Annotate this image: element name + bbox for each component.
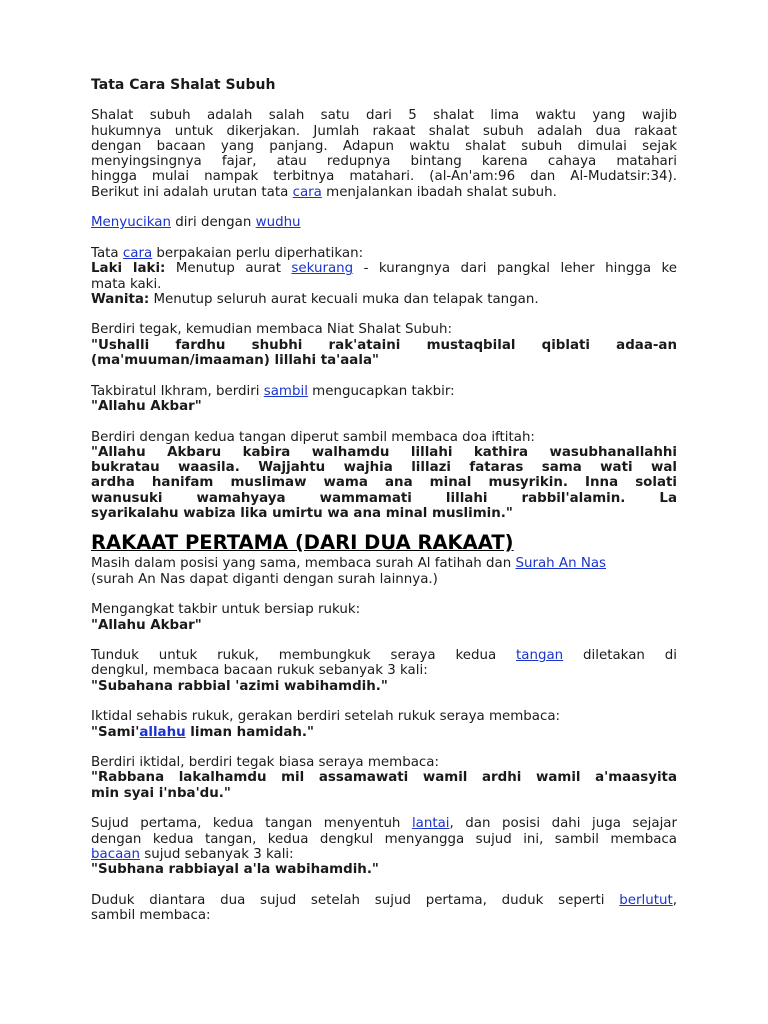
step-text: mengucapkan takbir: bbox=[307, 383, 455, 399]
step-pakaian bbox=[91, 246, 677, 307]
step-text: sambil membaca: bbox=[91, 908, 211, 924]
step-text: Berdiri tegak, kemudian membaca Niat Shalat Subuh: bbox=[91, 322, 452, 338]
step-text: (surah An Nas dapat diganti dengan surah lainnya.) bbox=[91, 571, 438, 587]
rakaat-duduk bbox=[91, 893, 677, 924]
quote-line: ardha hanifam muslimaw wama ana minal musyrikin. Inna solati bbox=[91, 475, 677, 491]
link-cara-2[interactable]: cara bbox=[122, 245, 153, 261]
intro-text: Berikut ini adalah urutan tata bbox=[91, 184, 293, 200]
rakaat-takbir bbox=[91, 602, 677, 633]
link-tangan[interactable]: tangan bbox=[516, 648, 564, 664]
quote-line: "Subhana rabbiayal a'la wabihamdih." bbox=[91, 862, 379, 878]
rakaat-iktidal bbox=[91, 709, 677, 740]
quote-text: "Sami' bbox=[91, 724, 140, 740]
rakaat-fatihah bbox=[91, 556, 677, 587]
step-takbir bbox=[91, 384, 677, 415]
step-text: sujud sebanyak 3 kali: bbox=[139, 846, 294, 862]
step-text: Duduk diantara dua sujud setelah sujud pertama, duduk seperti bbox=[91, 892, 620, 908]
link-menyucikan[interactable]: Menyucikan bbox=[91, 215, 171, 231]
step-text: Tunduk untuk rukuk, membungkuk seraya kedua bbox=[91, 648, 517, 664]
step-text: Masih dalam posisi yang sama, membaca surah Al fatihah dan bbox=[91, 556, 516, 572]
step-iftitah bbox=[91, 430, 677, 522]
intro-line: hukumnya untuk dikerjakan. Jumlah rakaat shalat subuh adalah dua rakaat bbox=[91, 123, 677, 139]
step-text: dengkul, membaca bacaan rukuk sebanyak 3 kali: bbox=[91, 663, 428, 679]
rakaat-sujud bbox=[91, 816, 677, 877]
rakaat-berdiri bbox=[91, 755, 677, 801]
quote-text: liman hamidah." bbox=[185, 724, 314, 740]
intro-line: hingga mulai nampak terbitnya matahari. (al-An'am:96 dan Al-Mudatsir:34). bbox=[91, 169, 677, 185]
quote-line: "Subahana rabbial 'azimi wabihamdih." bbox=[91, 678, 388, 694]
link-wudhu[interactable]: wudhu bbox=[255, 215, 301, 231]
section-heading: RAKAAT PERTAMA (DARI DUA RAKAAT) bbox=[91, 531, 514, 555]
step-text: diletakan di bbox=[563, 648, 677, 664]
quote-line: bukratau waasila. Wajjahtu wajhia lillazi fataras sama wati wal bbox=[91, 460, 677, 476]
step-wudhu bbox=[91, 215, 677, 230]
link-cara[interactable]: cara bbox=[292, 184, 322, 200]
laki-label: Laki laki: bbox=[91, 261, 166, 277]
step-text: Iktidal sehabis rukuk, gerakan berdiri setelah rukuk seraya membaca: bbox=[91, 709, 561, 725]
quote-line: syarikalahu wabiza lika umirtu wa ana minal muslimin." bbox=[91, 506, 513, 522]
link-surah-an-nas[interactable]: Surah An Nas bbox=[515, 556, 607, 572]
document-page bbox=[91, 78, 677, 939]
quote-line: "Allahu Akbaru kabira walhamdu lillahi kathira wasubhanallahhi bbox=[91, 444, 677, 460]
step-text: Menutup seluruh aurat kecuali muka dan telapak tangan. bbox=[149, 291, 539, 307]
quote-line: "Allahu Akbar" bbox=[91, 617, 202, 633]
quote-line: "Rabbana lakalhamdu mil assamawati wamil ardhi wamil a'maasyita bbox=[91, 770, 677, 786]
step-text: dengan kedua tangan, kedua dengkul menyangga sujud ini, sambil membaca bbox=[91, 831, 677, 847]
step-text: Tata bbox=[91, 245, 123, 261]
link-bacaan[interactable]: bacaan bbox=[91, 846, 140, 862]
intro-line: menyingsingnya fajar, atau redupnya bintang karena cahaya matahari bbox=[91, 154, 677, 170]
step-text: Sujud pertama, kedua tangan menyentuh bbox=[91, 816, 412, 832]
page-title: Tata Cara Shalat Subuh bbox=[91, 77, 276, 93]
step-niat bbox=[91, 322, 677, 368]
step-text: , bbox=[672, 892, 677, 908]
link-sekurang[interactable]: sekurang bbox=[291, 261, 354, 277]
intro-line bbox=[91, 185, 677, 200]
step-text: Berdiri iktidal, berdiri tegak biasa seraya membaca: bbox=[91, 755, 439, 771]
step-text: Mengangkat takbir untuk bersiap rukuk: bbox=[91, 602, 361, 618]
quote-line: "Ushalli fardhu shubhi rak'ataini mustaqbilal qiblati adaa-an bbox=[91, 337, 677, 353]
step-text: Menutup aurat bbox=[165, 261, 292, 277]
quote-line: min syai i'nba'du." bbox=[91, 785, 231, 801]
link-lantai[interactable]: lantai bbox=[411, 816, 450, 832]
link-berlutut[interactable]: berlutut bbox=[619, 892, 673, 908]
step-text: - kurangnya dari pangkal leher hingga ke bbox=[353, 261, 677, 277]
intro-line: Shalat subuh adalah salah satu dari 5 shalat lima waktu yang wajib bbox=[91, 108, 677, 124]
step-text: diri dengan bbox=[170, 215, 256, 231]
intro-line: dengan bacaan yang panjang. Adapun waktu shalat subuh dimulai sejak bbox=[91, 138, 677, 154]
quote-line: (ma'muuman/imaaman) lillahi ta'aala" bbox=[91, 353, 379, 369]
step-text: berpakaian perlu diperhatikan: bbox=[152, 245, 364, 261]
intro-text: menjalankan ibadah shalat subuh. bbox=[321, 184, 557, 200]
link-allahu[interactable]: allahu bbox=[139, 724, 186, 740]
step-text: , dan posisi dahi juga sejajar bbox=[449, 816, 678, 832]
step-text: Berdiri dengan kedua tangan diperut sambil membaca doa iftitah: bbox=[91, 429, 535, 445]
step-text: Takbiratul Ikhram, berdiri bbox=[91, 383, 264, 399]
rakaat-rukuk bbox=[91, 648, 677, 694]
intro-paragraph bbox=[91, 108, 677, 200]
wanita-label: Wanita: bbox=[91, 291, 150, 307]
quote-line: "Allahu Akbar" bbox=[91, 398, 202, 414]
step-text: mata kaki. bbox=[91, 276, 162, 292]
quote-line: wanusuki wamahyaya wammamati lillahi rabbil'alamin. La bbox=[91, 490, 677, 506]
link-sambil[interactable]: sambil bbox=[263, 383, 308, 399]
